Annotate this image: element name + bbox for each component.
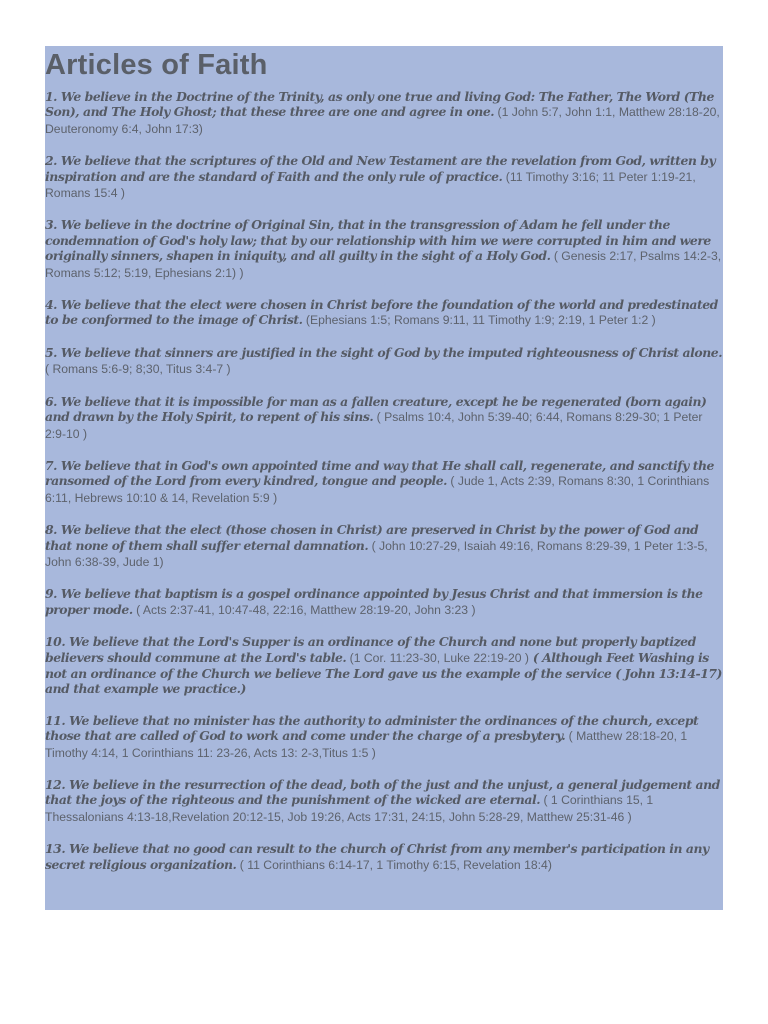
article-3 <box>45 217 723 281</box>
article-4 <box>45 297 723 329</box>
article-references: (1 Cor. 11:23-30, Luke 22:19-20 ) <box>346 650 529 665</box>
article-9 <box>45 586 723 618</box>
article-statement: 1. We believe in the Doctrine of the Trinity, as only one true and living God: The Father, The Word (The Son), and The Holy Ghost; that these three are one and agree in one. <box>45 89 714 120</box>
article-2 <box>45 153 723 201</box>
article-references: ( 11 Corinthians 6:14-17, 1 Timothy 6:15, Revelation 18:4) <box>236 857 552 872</box>
article-note: ( Although Feet Washing is not an ordinance of the Church we believe The Lord gave us the example of the service ( John 13:14-17) and that example we practice.) <box>45 649 722 697</box>
article-7 <box>45 458 723 506</box>
article-statement: 5. We believe that sinners are justified in the sight of God by the imputed righteousness of Christ alone. <box>45 344 723 360</box>
article-1 <box>45 89 723 137</box>
article-statement: 12. We believe in the resurrection of the dead, both of the just and the unjust, a general judgement and that the joys of the righteous and the punishment of the wicked are eternal. <box>45 777 720 808</box>
article-6 <box>45 394 723 442</box>
article-references: ( Matthew 28:18-20, 1 Timothy 4:14, 1 Corinthians 11: 23-26, Acts 13: 2-3,Titus 1:5 ) <box>45 729 688 760</box>
article-5 <box>45 345 723 378</box>
article-13 <box>45 841 723 873</box>
article-references: ( Psalms 10:4, John 5:39-40; 6:44, Romans 8:29-30; 1 Peter 2:9-10 ) <box>45 410 703 441</box>
article-references: ( John 10:27-29, Isaiah 49:16, Romans 8:29-39, 1 Peter 1:3-5, John 6:38-39, Jude 1) <box>45 538 708 569</box>
article-statement: 2. We believe that the scriptures of the Old and New Testament are the revelation from God, written by inspiration and are the standard of Faith and the only rule of practice. <box>45 153 716 184</box>
article-references: (11 Timothy 3:16; 11 Peter 1:19-21, Romans 15:4 ) <box>45 169 696 201</box>
article-references: (1 John 5:7, John 1:1, Matthew 28:18-20, Deuteronomy 6:4, John 17:3) <box>45 105 720 136</box>
article-references: ( Genesis 2:17, Psalms 14:2-3, Romans 5:12; 5:19, Ephesians 2:1) ) <box>45 249 722 280</box>
article-statement: 10. We believe that the Lord's Supper is an ordinance of the Church and none but properly baptized believers should commune at the Lord's table. <box>45 634 696 665</box>
articles-panel <box>45 46 723 910</box>
article-references: ( 1 Corinthians 15, 1 Thessalonians 4:13-18,Revelation 20:12-15, Job 19:26, Acts 17:31, 24:15, John 5:28-29, Matthew 25:31-46 ) <box>45 793 654 824</box>
article-statement: 3. We believe in the doctrine of Original Sin, that in the transgression of Adam he fell under the condemnation of God's holy law; that by our relationship with him we were corrupted in him and were originally sinners, shapen in iniquity, and all guilty in the sight of a Holy God. <box>45 217 711 264</box>
article-statement: 13. We believe that no good can result to the church of Christ from any member's participation in any secret religious organization. <box>45 841 709 872</box>
article-statement: 6. We believe that it is impossible for man as a fallen creature, except he be regenerated (born again) and drawn by the Holy Spirit, to repent of his sins. <box>45 393 707 425</box>
article-11 <box>45 713 723 761</box>
article-10 <box>45 634 723 697</box>
article-statement: 8. We believe that the elect (those chosen in Christ) are preserved in Christ by the power of God and that none of them shall suffer eternal damnation. <box>45 522 699 553</box>
article-references: ( Jude 1, Acts 2:39, Romans 8:30, 1 Corinthians 6:11, Hebrews 10:10 & 14, Revelation 5:9 ) <box>45 474 710 505</box>
article-statement: 9. We believe that baptism is a gospel ordinance appointed by Jesus Christ and that immersion is the proper mode. <box>45 586 703 617</box>
article-statement: 4. We believe that the elect were chosen in Christ before the foundation of the world and predestinated to be conformed to the image of Christ. <box>45 297 718 328</box>
article-statement: 7. We believe that in God's own appointed time and way that He shall call, regenerate, and sanctify the ransomed of the Lord from every kindred, tongue and people. <box>45 457 714 489</box>
article-references: ( Acts 2:37-41, 10:47-48, 22:16, Matthew 28:19-20, John 3:23 ) <box>132 602 476 617</box>
page-title: Articles of Faith <box>45 49 268 81</box>
article-8 <box>45 522 723 570</box>
article-statement: 11. We believe that no minister has the authority to administer the ordinances of the church, except those that are called of God to work and come under the charge of a presbytery. <box>45 712 699 744</box>
article-references: ( Romans 5:6-9; 8;30, Titus 3:4-7 ) <box>45 362 231 377</box>
article-references: (Ephesians 1:5; Romans 9:11, 11 Timothy 1:9; 2:19, 1 Peter 1:2 ) <box>302 313 656 328</box>
article-12 <box>45 777 723 825</box>
